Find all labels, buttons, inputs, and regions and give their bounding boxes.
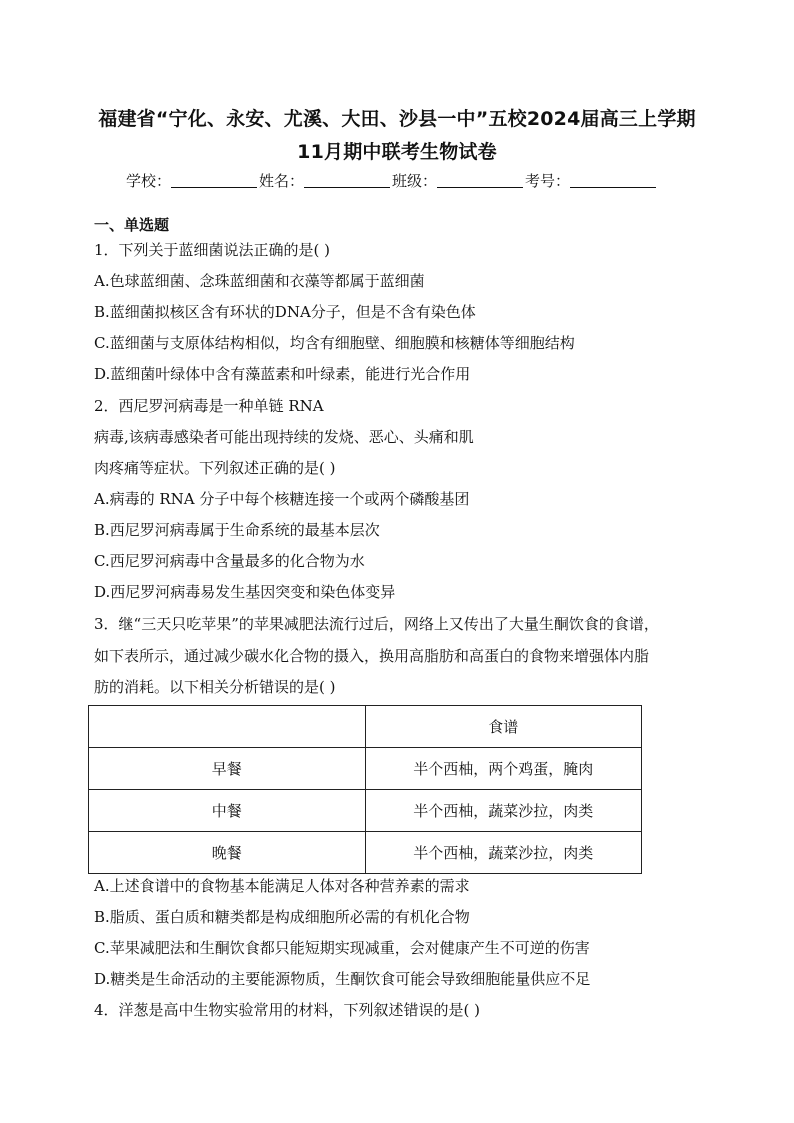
- q3-option-b: B.脂质、蛋白质和糖类都是构成细胞所必需的有机化合物: [94, 908, 470, 926]
- q1-option-a: A.色球蓝细菌、念珠蓝细菌和衣藻等都属于蓝细菌: [94, 272, 425, 290]
- table-cell: 半个西柚，两个鸡蛋，腌肉: [365, 748, 642, 790]
- table-cell: 中餐: [89, 790, 366, 832]
- exam-no-blank: [570, 173, 656, 188]
- q3-stem-line3: 肪的消耗。以下相关分析错误的是( ): [94, 678, 336, 696]
- school-label: 学校：: [126, 172, 172, 190]
- student-info-row: [126, 170, 658, 191]
- q1-stem: 1．下列关于蓝细菌说法正确的是( ): [94, 241, 331, 259]
- table-row: [89, 790, 642, 832]
- q1-option-c: C.蓝细菌与支原体结构相似，均含有细胞壁、细胞膜和核糖体等细胞结构: [94, 334, 575, 352]
- table-header-row: [89, 706, 642, 748]
- q2-option-b: B.西尼罗河病毒属于生命系统的最基本层次: [94, 521, 380, 539]
- table-cell: 半个西柚，蔬菜沙拉，肉类: [365, 832, 642, 874]
- name-blank: [304, 173, 390, 188]
- class-blank: [437, 173, 523, 188]
- table-cell: 早餐: [89, 748, 366, 790]
- school-blank: [171, 173, 257, 188]
- q4-stem: 4．洋葱是高中生物实验常用的材料，下列叙述错误的是( ): [94, 1001, 481, 1019]
- exam-title-line1: 福建省“宁化、永安、尤溪、大田、沙县一中”五校2024届高三上学期: [98, 108, 696, 130]
- q3-option-a: A.上述食谱中的食物基本能满足人体对各种营养素的需求: [94, 877, 470, 895]
- section-heading: 一、单选题: [94, 216, 170, 234]
- q1-option-b: B.蓝细菌拟核区含有环状的DNA分子，但是不含有染色体: [94, 303, 476, 321]
- q3-stem-line2: 如下表所示，通过减少碳水化合物的摄入，换用高脂肪和高蛋白的食物来增强体内脂: [94, 647, 650, 665]
- q2-stem-line1: 2．西尼罗河病毒是一种单链 RNA: [94, 397, 324, 415]
- table-row: [89, 832, 642, 874]
- q3-stem-line1: 3．继“三天只吃苹果”的苹果减肥法流行过后，网络上又传出了大量生酮饮食的食谱，: [94, 615, 659, 633]
- table-header-cell: 食谱: [365, 706, 642, 748]
- q2-option-a: A.病毒的 RNA 分子中每个核糖连接一个或两个磷酸基团: [94, 490, 470, 508]
- table-cell: 半个西柚，蔬菜沙拉，肉类: [365, 790, 642, 832]
- table-header-cell: [89, 706, 366, 748]
- diet-table: [88, 705, 642, 874]
- q2-option-d: D.西尼罗河病毒易发生基因突变和染色体变异: [94, 583, 396, 601]
- q1-option-d: D.蓝细菌叶绿体中含有藻蓝素和叶绿素，能进行光合作用: [94, 365, 471, 383]
- name-label: 姓名：: [259, 172, 305, 190]
- q2-stem-line2: 病毒,该病毒感染者可能出现持续的发烧、恶心、头痛和肌: [94, 428, 474, 446]
- table-cell: 晚餐: [89, 832, 366, 874]
- table-row: [89, 748, 642, 790]
- class-label: 班级：: [392, 172, 438, 190]
- q3-option-c: C.苹果减肥法和生酮饮食都只能短期实现减重，会对健康产生不可逆的伤害: [94, 939, 590, 957]
- q2-stem-line3: 肉疼痛等症状。下列叙述正确的是( ): [94, 459, 336, 477]
- q2-option-c: C.西尼罗河病毒中含量最多的化合物为水: [94, 552, 365, 570]
- q3-option-d: D.糖类是生命活动的主要能源物质，生酮饮食可能会导致细胞能量供应不足: [94, 970, 591, 988]
- exam-no-label: 考号：: [525, 172, 571, 190]
- exam-title-line2: 11月期中联考生物试卷: [297, 141, 497, 163]
